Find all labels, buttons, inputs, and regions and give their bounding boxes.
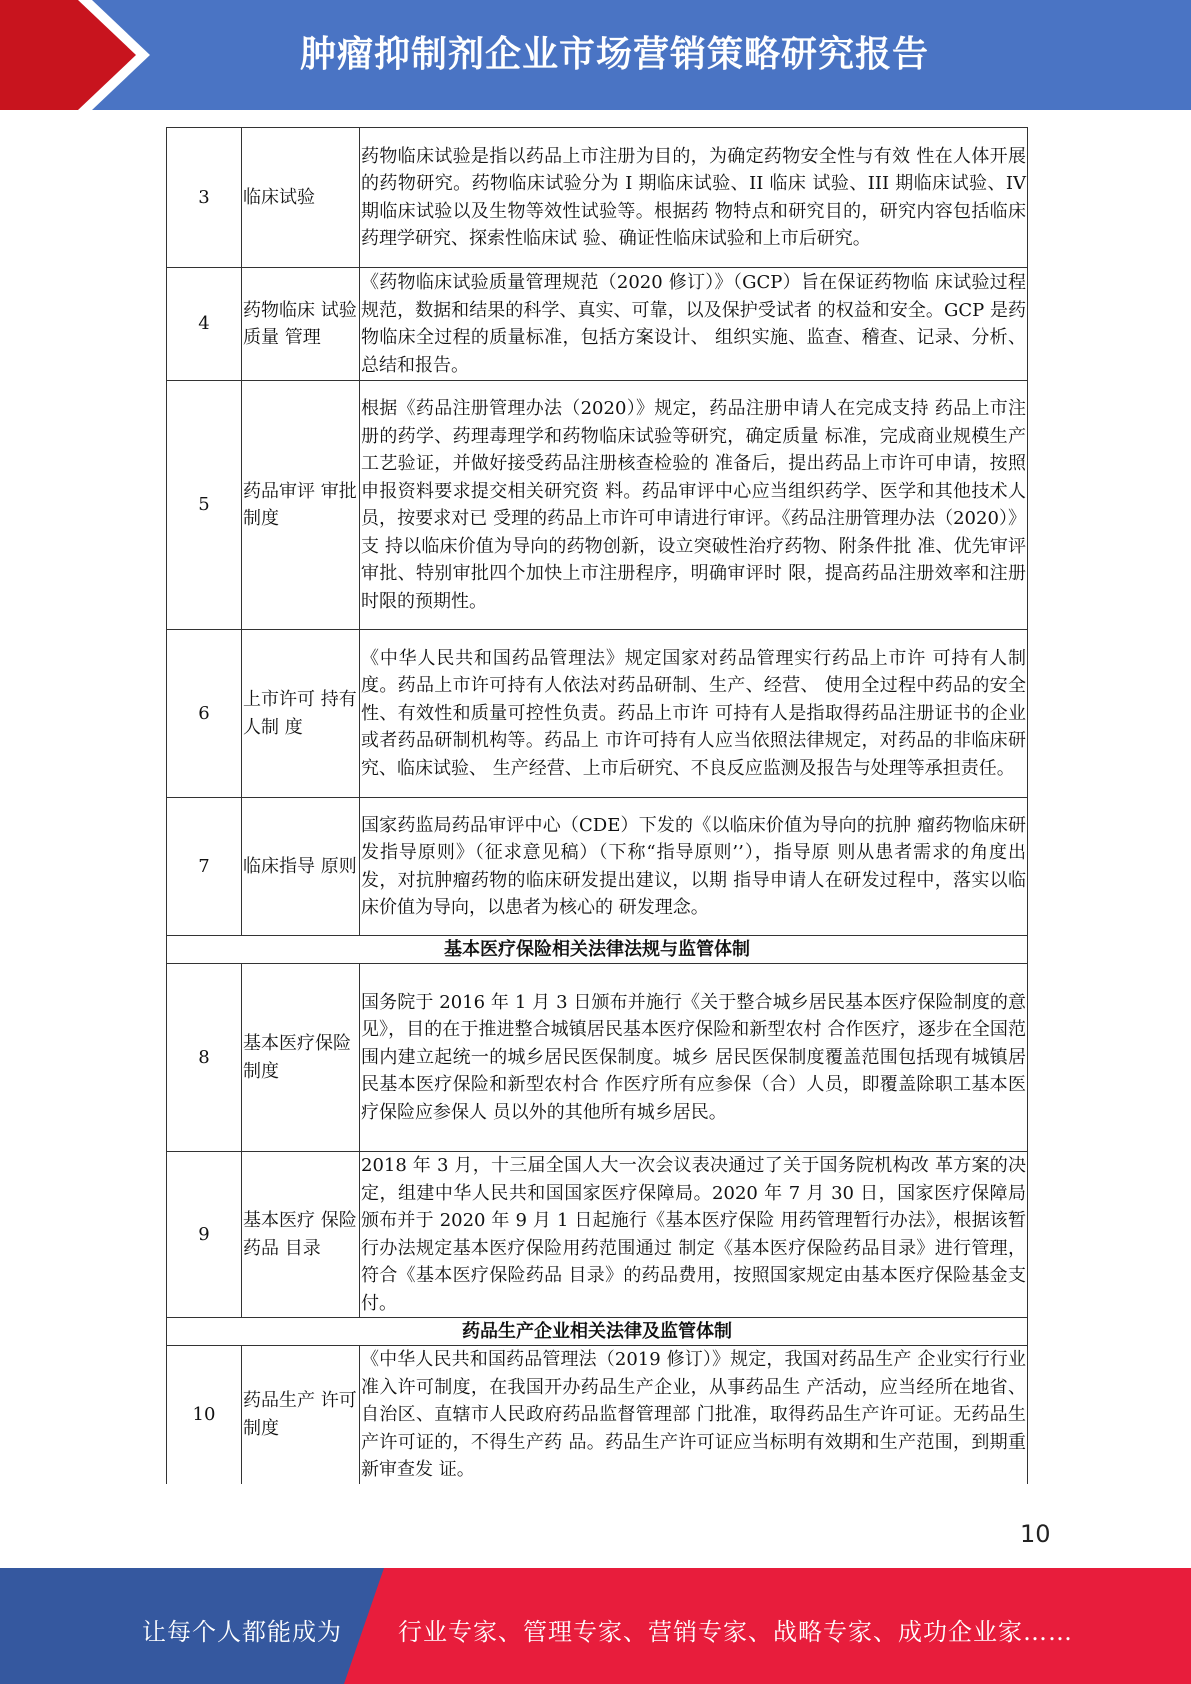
regulation-table xyxy=(166,127,1028,1484)
row-number: 6 xyxy=(167,630,242,798)
row-number: 4 xyxy=(167,268,242,381)
page-header xyxy=(0,0,1191,110)
table-row xyxy=(167,964,1028,1152)
section-header-row xyxy=(167,1318,1028,1346)
report-title: 肿瘤抑制剂企业市场营销策略研究报告 xyxy=(300,34,930,75)
footer-slogan-left: 让每个人都能成为 xyxy=(142,1618,342,1646)
row-description: 《中华人民共和国药品管理法（2019 修订）》规定，我国对药品生产 企业实行行业准入许可制度，在我国开办药品生产企业，从事药品生 产活动，应当经所在地省、自治区、直辖市人民政府药品监督管理部 门批准，取得药品生产许可证。无药品生产许可证的，不得生产药 品。药品生产许可证应当标明有效期和生产范围，到期重新审查发 证。 xyxy=(360,1346,1028,1484)
table-row xyxy=(167,128,1028,268)
row-item-name: 药品审评 审批制度 xyxy=(242,381,360,630)
table-row xyxy=(167,381,1028,630)
row-number: 5 xyxy=(167,381,242,630)
row-item-name: 临床试验 xyxy=(242,128,360,268)
table-row xyxy=(167,798,1028,936)
section-title: 基本医疗保险相关法律法规与监管体制 xyxy=(167,936,1028,964)
row-number: 7 xyxy=(167,798,242,936)
row-item-name: 药品生产 许可制度 xyxy=(242,1346,360,1484)
section-title: 药品生产企业相关法律及监管体制 xyxy=(167,1318,1028,1346)
row-item-name: 临床指导 原则 xyxy=(242,798,360,936)
footer-slogan-right: 行业专家、管理专家、营销专家、战略专家、成功企业家…… xyxy=(398,1618,1073,1646)
table-row xyxy=(167,268,1028,381)
row-number: 10 xyxy=(167,1346,242,1484)
row-description: 2018 年 3 月，十三届全国人大一次会议表决通过了关于国务院机构改 革方案的决定，组建中华人民共和国国家医疗保障局。2020 年 7 月 30 日，国家医疗保障局颁布并于 2020 年 9 月 1 日起施行《基本医疗保险 用药管理暂行办法》，根据该暂行办法规定基本医疗保险用药范围通过 制定《基本医疗保险药品目录》进行管理，符合《基本医疗保险药品 目录》的药品费用，按照国家规定由基本医疗保险基金支付。 xyxy=(360,1152,1028,1318)
row-description: 《中华人民共和国药品管理法》规定国家对药品管理实行药品上市许 可持有人制度。药品上市许可持有人依法对药品研制、生产、经营、 使用全过程中药品的安全性、有效性和质量可控性负责。药品上市许 可持有人是指取得药品注册证书的企业或者药品研制机构等。药品上 市许可持有人应当依照法律规定，对药品的非临床研究、临床试验、 生产经营、上市后研究、不良反应监测及报告与处理等承担责任。 xyxy=(360,630,1028,798)
row-description: 国务院于 2016 年 1 月 3 日颁布并施行《关于整合城乡居民基本医疗保险制度的意见》，目的在于推进整合城镇居民基本医疗保险和新型农村 合作医疗，逐步在全国范围内建立起统一的城乡居民医保制度。城乡 居民医保制度覆盖范围包括现有城镇居民基本医疗保险和新型农村合 作医疗所有应参保（合）人员，即覆盖除职工基本医疗保险应参保人 员以外的其他所有城乡居民。 xyxy=(360,964,1028,1152)
row-item-name: 基本医疗保险制度 xyxy=(242,964,360,1152)
page-footer xyxy=(0,1568,1191,1684)
row-number: 8 xyxy=(167,964,242,1152)
row-description: 《药物临床试验质量管理规范（2020 修订）》（GCP）旨在保证药物临 床试验过程规范，数据和结果的科学、真实、可靠，以及保护受试者 的权益和安全。GCP 是药物临床全过程的质量标准，包括方案设计、 组织实施、监查、稽查、记录、分析、总结和报告。 xyxy=(360,268,1028,381)
row-description: 药物临床试验是指以药品上市注册为目的，为确定药物安全性与有效 性在人体开展的药物研究。药物临床试验分为 I 期临床试验、II 临床 试验、III 期临床试验、IV 期临床试验以及生物等效性试验等。根据药 物特点和研究目的，研究内容包括临床药理学研究、探索性临床试 验、确证性临床试验和上市后研究。 xyxy=(360,128,1028,268)
row-item-name: 药物临床 试验质量 管理 xyxy=(242,268,360,381)
table-row xyxy=(167,630,1028,798)
row-description: 根据《药品注册管理办法（2020）》规定，药品注册申请人在完成支持 药品上市注册的药学、药理毒理学和药物临床试验等研究，确定质量 标准，完成商业规模生产工艺验证，并做好接受药品注册核查检验的 准备后，提出药品上市许可申请，按照申报资料要求提交相关研究资 料。药品审评中心应当组织药学、医学和其他技术人员，按要求对已 受理的药品上市许可申请进行审评。《药品注册管理办法（2020）》支 持以临床价值为导向的药物创新，设立突破性治疗药物、附条件批 准、优先审评审批、特别审批四个加快上市注册程序，明确审评时 限，提高药品注册效率和注册时限的预期性。 xyxy=(360,381,1028,630)
row-description: 国家药监局药品审评中心（CDE）下发的《以临床价值为导向的抗肿 瘤药物临床研发指导原则》（征求意见稿）（下称“指导原则’’），指导原 则从患者需求的角度出发，对抗肿瘤药物的临床研发提出建议，以期 指导申请人在研发过程中，落实以临床价值为导向，以患者为核心的 研发理念。 xyxy=(360,798,1028,936)
row-number: 9 xyxy=(167,1152,242,1318)
row-item-name: 上市许可 持有人制 度 xyxy=(242,630,360,798)
page-number: 10 xyxy=(1020,1520,1051,1548)
row-item-name: 基本医疗 保险药品 目录 xyxy=(242,1152,360,1318)
table-row xyxy=(167,1152,1028,1318)
row-number: 3 xyxy=(167,128,242,268)
section-header-row xyxy=(167,936,1028,964)
table-row xyxy=(167,1346,1028,1484)
